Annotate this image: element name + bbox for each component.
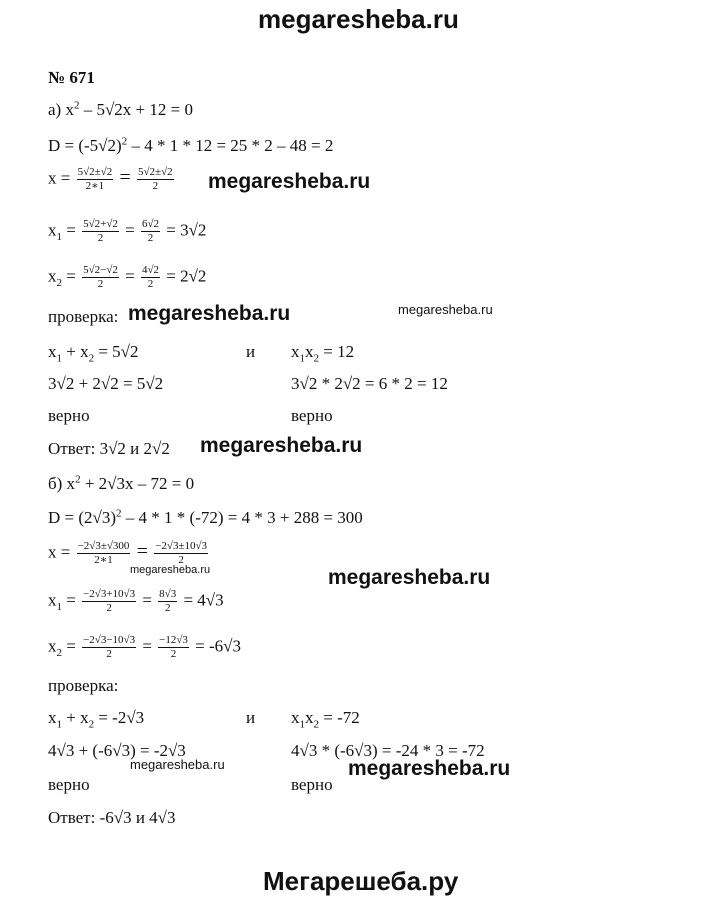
fraction: $\frac{-2√3\pm 10√3}{2}$ (155, 540, 208, 566)
answer-b: Ответ: -6√3 и 4√3 (48, 808, 176, 827)
fraction: $\frac{-12√3}{2}$ (159, 634, 188, 660)
watermark: megaresheba.ru (200, 434, 363, 457)
vieta-sum-a: $x_1 + x_2 = 5√2$ (48, 342, 139, 365)
check-sum-a: 3√2 + 2√2 = 5√2 (48, 374, 164, 393)
root-x1-b: $x_1$ = $\frac{-2√3+10√3}{2}$ = $\frac{8√3}{2}$ = 4√3 (48, 588, 224, 614)
roots-formula-a: x = $\frac{5√2\pm√2}{2∗1}$ = $\frac{5√2\pm√2}{2}$ (48, 166, 173, 192)
fraction: $\frac{6√2}{2}$ (141, 218, 160, 244)
equation-b: б) $x^2 + 2√3x - 72 = 0$ (48, 473, 195, 493)
vieta-product-b: $x_1x_2 = -72$ (291, 708, 360, 731)
site-footer: Мегарешеба.ру (263, 866, 459, 896)
fraction: $\frac{5√2\pm√2}{2}$ (138, 166, 173, 192)
watermark: megaresheba.ru (328, 566, 491, 589)
answer-a: Ответ: 3√2 и 2√2 (48, 439, 170, 458)
equation-a: а) $x^2 - 5√2x + 12 = 0$ (48, 99, 193, 119)
site-header: megaresheba.ru (258, 4, 459, 34)
vieta-product-a: $x_1x_2 = 12$ (291, 342, 355, 365)
correct-label: верно (291, 406, 333, 425)
watermark: megaresheba.ru (398, 302, 493, 317)
correct-label: верно (48, 775, 90, 794)
discriminant-a: $D = (-5√2)^2 - 4 * 1 * 12 = 25 * 2 - 48 = 2$ (48, 135, 334, 155)
and-word-a: и (246, 342, 256, 361)
correct-label: верно (291, 775, 333, 794)
roots-formula-b: x = $\frac{-2√3\pm√300}{2∗1}$ = $\frac{-2√3\pm 10√3}{2}$ (48, 540, 208, 566)
and-word-b: и (246, 708, 256, 727)
watermark: megaresheba.ru (130, 757, 225, 772)
problem-number: № 671 (48, 68, 95, 87)
fraction: $\frac{5√2-√2}{2}$ (83, 264, 118, 290)
fraction: $\frac{-2√3+10√3}{2}$ (83, 588, 136, 614)
fraction: $\frac{-2√3-10√3}{2}$ (83, 634, 136, 660)
watermark: megaresheba.ru (208, 170, 371, 193)
check-product-b: 4√3 * (-6√3) = -24 * 3 = -72 (291, 741, 485, 760)
fraction: $\frac{8√3}{2}$ (159, 588, 177, 614)
fraction: $\frac{4√2}{2}$ (141, 264, 160, 290)
discriminant-b: $D = (2√3)^2 - 4 * 1 * (-72) = 4 * 3 + 288 = 300$ (48, 507, 363, 527)
watermark: megaresheba.ru (130, 564, 211, 576)
check-label-b: проверка: (48, 676, 119, 695)
root-x2-b: $x_2$ = $\frac{-2√3-10√3}{2}$ = $\frac{-12√3}{2}$ = -6√3 (48, 634, 242, 660)
check-label-a: проверка: (48, 307, 119, 326)
check-product-a: 3√2 * 2√2 = 6 * 2 = 12 (291, 374, 448, 393)
watermark: megaresheba.ru (348, 757, 511, 780)
correct-label: верно (48, 406, 90, 425)
check-sum-b: 4√3 + (-6√3) = -2√3 (48, 741, 186, 760)
root-x2-a: $x_2$ = $\frac{5√2-√2}{2}$ = $\frac{4√2}{2}$ = 2√2 (48, 264, 207, 290)
fraction: $\frac{-2√3\pm√300}{2∗1}$ (77, 540, 130, 566)
fraction: $\frac{5√2\pm√2}{2∗1}$ (77, 166, 113, 192)
vieta-sum-b: $x_1 + x_2 = -2√3$ (48, 708, 145, 731)
fraction: $\frac{5√2+√2}{2}$ (83, 218, 118, 244)
root-x1-a: $x_1$ = $\frac{5√2+√2}{2}$ = $\frac{6√2}{2}$ = 3√2 (48, 218, 207, 244)
watermark: megaresheba.ru (128, 302, 291, 325)
